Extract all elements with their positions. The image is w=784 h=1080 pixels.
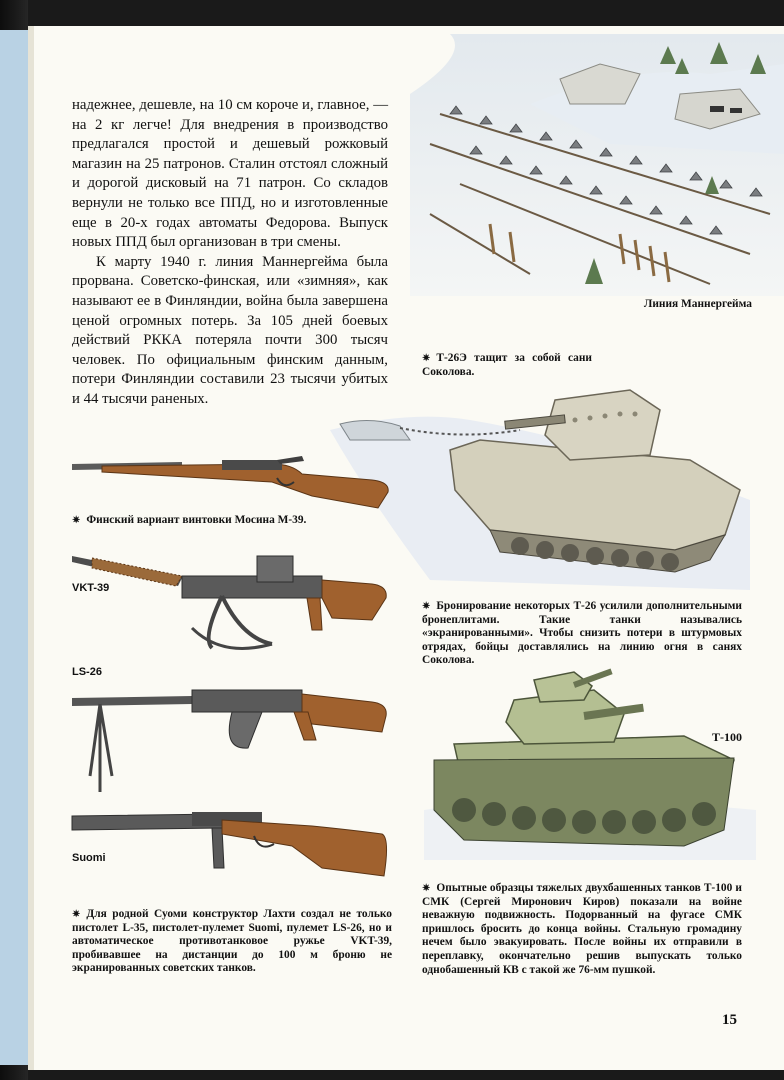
ls26-machine-gun-illustration [72, 684, 392, 792]
article-text [72, 96, 388, 410]
caption-armor-t26-text: Бронирование некоторых Т-26 усилили дополнительными бронеплитами. Такие танки назывались «экранированными». Чтобы снизить потери в штурмовых отрядах, бойцы доставлялись на линию огня в санях Соколова. [422, 600, 742, 667]
caption-mannerheim-text: Линия Маннергейма [643, 298, 752, 310]
caption-lahti [72, 908, 392, 976]
suomi-smg-illustration [72, 806, 392, 886]
bullet-icon: ✷ [422, 353, 431, 364]
mannerheim-line-illustration [410, 34, 784, 296]
caption-heavy-tanks-text: Опытные образцы тяжелых двухбашенных танков Т-100 и СМК (Сергей Миронович Киров) показали на войне неважную подвижность. Подорванный на фугасе СМК пришлось бросить до конца войны. Стальную громадину нечем было эвакуировать. После войны их отправили в переплавку, окончательно решив выпускать только однобашенный КВ с такой же 76-мм пушкой. [422, 882, 742, 976]
caption-armor-t26 [422, 600, 742, 668]
caption-mosin-text: Финский вариант винтовки Мосина М-39. [86, 514, 307, 526]
caption-lahti-text: Для родной Суоми конструктор Лахти создал не только пистолет L-35, пистолет-пулемет Suomi, пулемет LS-26, но и автоматическое противотанковое ружье VKT-39, пробивавшее на дистанции до 100 м броню не экранированных советских танков. [72, 908, 392, 975]
article-paragraph: К марту 1940 г. линия Маннергейма была прорвана. Советско-финская, или «зимняя», как называют ее в Финляндии, война была завершена ценой огромных потерь. За 105 дней боевых действий РККА потеряла почти 300 тысяч человек. По официальным финским данным, потери Финляндии составили 23 тысячи убитых и 44 тысячи раненых. [72, 253, 388, 407]
bullet-icon: ✷ [72, 909, 81, 920]
label-ls26: LS-26 [72, 666, 102, 678]
caption-t26e-text: Т-26Э тащит за собой сани Соколова. [422, 352, 592, 378]
page-number: 15 [722, 1012, 737, 1028]
caption-mosin [72, 514, 372, 528]
bullet-icon: ✷ [422, 883, 431, 894]
bullet-icon: ✷ [72, 515, 81, 526]
label-t100: Т-100 [712, 730, 742, 744]
mosin-rifle-illustration [72, 452, 394, 512]
caption-t26e [422, 352, 592, 379]
label-vkt39: VKT-39 [72, 582, 110, 594]
vkt39-antitank-rifle-illustration [72, 548, 392, 660]
article-paragraph: надежнее, дешевле, на 10 см короче и, главное, — на 2 кг легче! Для внедрения в производство предлагался простой и дешевый рожковый магазин на 25 патронов. Сталин отстоял сложный и дорогой дисковый на 71 патрон. Со складов вернули не только все ППД, но и изготовленные еще в 20-х годах автоматы Федорова. Выпуск новых ППД был организован в три смены. [72, 97, 388, 251]
caption-heavy-tanks [422, 882, 742, 977]
bullet-icon: ✷ [422, 601, 431, 612]
t100-tank-illustration [424, 660, 756, 860]
caption-mannerheim [622, 298, 752, 312]
label-suomi: Suomi [72, 852, 106, 864]
